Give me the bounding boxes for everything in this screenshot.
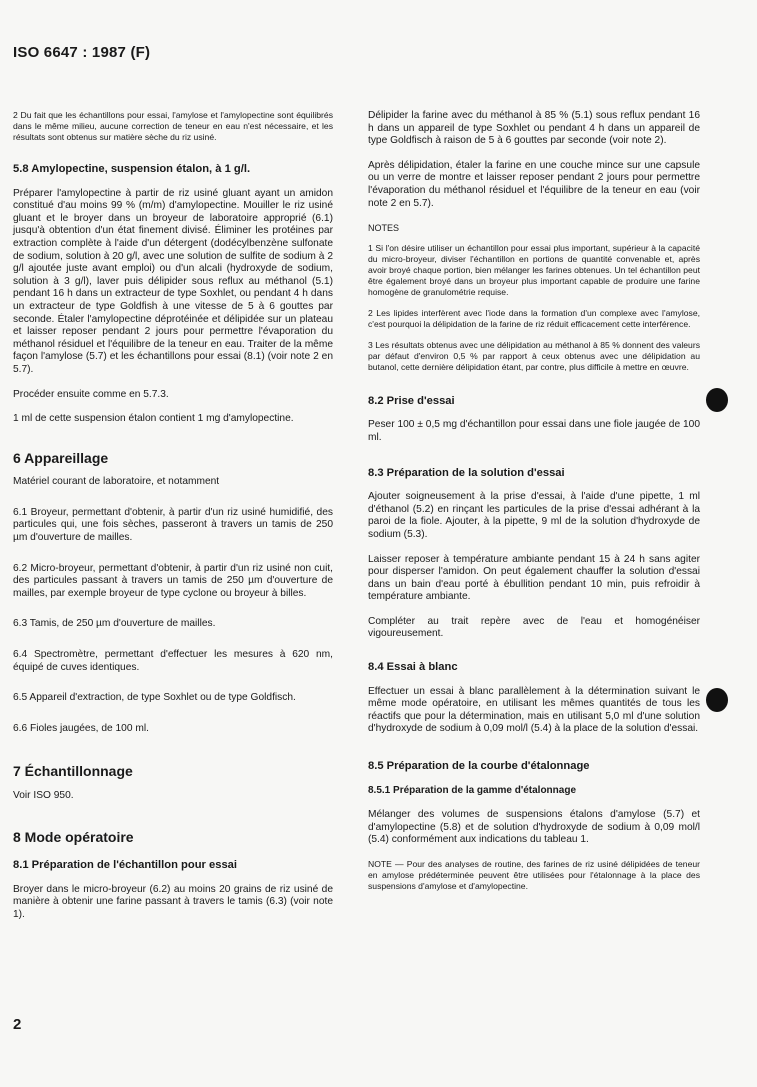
section-5-8-title: 5.8 Amylopectine, suspension étalon, à 1 g/l. xyxy=(13,163,251,175)
section-5-8-paragraph: Préparer l'amylopectine à partir de riz usiné gluant ayant un amidon constitué d'au moins 99 % (m/m) d'amylopectine. Mouiller le riz usiné gluant et le broyer dans un broyeur de laboratoire approprié (6.1) jusqu'à obtention d'un état finement divisé. Éliminer les protéines par extraction complète à l'aide d'un détergent (dodécylbenzène sulfonate de sodium, solution à 20 g/l, avec une solution de sulfite de sodium à 2 g/l ajoutée juste avant emploi) ou d'un alcali (hydroxyde de sodium, solution à 3 g/l), laver puis délipider sous reflux au méthanol (5.1) pendant 16 h dans un extracteur de type Soxhlet, ou pendant 4 h dans un extracteur de type Goldfish à une vitesse de 5 à 6 gouttes par seconde. Étaler l'amylopectine déprotéinée et délipidée sur un plateau et laisser reposer pendant 2 jours pour permettre l'évaporation du méthanol résiduel et l'équilibre de la teneur en eau. Traiter de la même façon l'amylose (5.7) et les échantillons pour essai (8.1) (voir note 2 en 5.7). xyxy=(13,187,333,375)
section-8-2-text: Peser 100 ± 0,5 mg d'échantillon pour essai dans une fiole jaugée de 100 ml. xyxy=(368,419,700,443)
document-header: ISO 6647 : 1987 (F) xyxy=(13,44,151,61)
note-1: 1 Si l'on désire utiliser un échantillon pour essai plus important, supérieur à la capacité du micro-broyeur, diviser l'échantillon en portions de quantité convenable et, après avoir broyé chaque portion, bien mélanger les farines obtenues. Un tel échantillon peut être également broyé dans un broyeur plus important capable de produire une farine homogène de granulométrie requise. xyxy=(368,242,700,297)
item-6-3: 6.3 Tamis, de 250 µm d'ouverture de mailles. xyxy=(13,618,216,630)
section-8-4-title: 8.4 Essai à blanc xyxy=(368,661,458,674)
delipidation-paragraph: Après délipidation, étaler la farine en une couche mince sur une capsule ou un verre de montre et laisser reposer pendant 2 jours pour permettre l'évaporation du méthanol résiduel et l'équilibre de la teneur en eau (voir note 2 en 5.7). xyxy=(368,159,700,209)
section-8-5-1-text: Mélanger des volumes de suspensions étalons d'amylose (5.7) et d'amylopectine (5.8) et de solution d'hydroxyde de sodium à 0,09 mol/l (5.4) conformément aux indications du tableau 1. xyxy=(368,809,700,846)
section-8-5-1-title: 8.5.1 Préparation de la gamme d'étalonnage xyxy=(368,784,577,796)
section-8-1-text: Broyer dans le micro-broyeur (6.2) au moins 20 grains de riz usiné de manière à obtenir une farine passant à travers le tamis (6.3) (voir note 1). xyxy=(13,883,333,920)
section-8-2-title: 8.2 Prise d'essai xyxy=(368,394,455,407)
section-8-3-paragraph: Ajouter soigneusement à la prise d'essai, à l'aide d'une pipette, 1 ml d'éthanol (5.2) en rinçant les particules de la prise d'essai adhérant à la paroi de la fiole. Ajouter, à la pipette, 9 ml de la solution d'hydroxyde de sodium (5.3). xyxy=(368,491,700,540)
routine-note: NOTE — Pour des analyses de routine, des farines de riz usiné délipidées de teneur en amylose prédéterminée peuvent être utilisées pour l'étalonnage à la place des suspensions d'amylose et d'amylopectine. xyxy=(368,859,700,891)
section-5-8-paragraph: 1 ml de cette suspension étalon contient 1 mg d'amylopectine. xyxy=(13,413,294,425)
page-number: 2 xyxy=(13,1016,22,1033)
left-column xyxy=(13,110,333,934)
item-6-4: 6.4 Spectromètre, permettant d'effectuer les mesures à 620 nm, équipé de cuves identiques. xyxy=(13,649,333,673)
section-6-intro: Matériel courant de laboratoire, et notamment xyxy=(13,476,220,488)
section-8-3-paragraph: Compléter au trait repère avec de l'eau et homogénéiser vigoureusement. xyxy=(368,615,700,640)
note-3: 3 Les résultats obtenus avec une délipidation au méthanol à 85 % donnent des valeurs par défaut d'environ 0,5 % par rapport à ceux obtenus avec une délipidation au butanol, cette dernière délipidation étant, par contre, plus difficile à mettre en œuvre. xyxy=(368,339,700,372)
section-8-3-paragraph: Laisser reposer à température ambiante pendant 15 à 24 h sans agiter pour disperser l'amidon. On peut également chauffer la solution d'essai dans un bain d'eau porté à ébullition pendant 10 min, puis refroidir à température ambiante. xyxy=(368,553,700,603)
item-6-2: 6.2 Micro-broyeur, permettant d'obtenir, à partir d'un riz usiné non cuit, des particules passant à travers un tamis de 250 µm d'ouverture de mailles, par exemple broyeur de type cyclone ou broyeur à billes. xyxy=(13,562,333,599)
binding-hole-mark xyxy=(706,688,728,712)
item-6-5: 6.5 Appareil d'extraction, de type Soxhlet ou de type Goldfisch. xyxy=(13,692,296,704)
section-8-5-title: 8.5 Préparation de la courbe d'étalonnage xyxy=(368,760,590,773)
right-column xyxy=(368,110,700,902)
section-5-8-paragraph: Procéder ensuite comme en 5.7.3. xyxy=(13,388,169,400)
section-6-title: 6 Appareillage xyxy=(13,449,109,466)
delipidation-paragraph: Délipider la farine avec du méthanol à 85 % (5.1) sous reflux pendant 16 h dans un appareil de type Soxhlet ou pendant 4 h dans un appareil de type Goldfisch à raison de 5 à 6 gouttes par seconde (voir note 2). xyxy=(368,110,700,147)
section-8-4-text: Effectuer un essai à blanc parallèlement à la détermination suivant le même mode opératoire, en utilisant les mêmes quantités de tous les réactifs que pour la détermination, mais en utilisant 5,0 ml d'une solution d'hydroxyde de sodium à 0,09 mol/l (5.4) à la place de la solution d'essai. xyxy=(368,685,700,735)
item-6-1: 6.1 Broyeur, permettant d'obtenir, à partir d'un riz usiné humidifié, des particules qui, une fois sèches, passeront à travers un tamis de 250 µm d'ouverture de mailles. xyxy=(13,506,333,544)
note-2: 2 Du fait que les échantillons pour essai, l'amylose et l'amylopectine sont équilibrés dans le même milieu, aucune correction de teneur en eau n'est nécessaire, et les résultats sont obtenus sur matière sèche du riz usiné. xyxy=(13,110,333,142)
section-8-title: 8 Mode opératoire xyxy=(13,828,134,845)
section-8-3-title: 8.3 Préparation de la solution d'essai xyxy=(368,466,565,479)
section-7-text: Voir ISO 950. xyxy=(13,790,74,801)
item-6-6: 6.6 Fioles jaugées, de 100 ml. xyxy=(13,722,149,734)
section-7-title: 7 Échantillonnage xyxy=(13,763,133,780)
note-2: 2 Les lipides interfèrent avec l'iode dans la formation d'un complexe avec l'amylose, c'est pourquoi la délipidation de la farine de riz réduit efficacement cette interférence. xyxy=(368,307,700,329)
notes-heading: NOTES xyxy=(368,223,400,234)
section-8-1-title: 8.1 Préparation de l'échantillon pour essai xyxy=(13,859,237,872)
binding-hole-mark xyxy=(706,388,728,412)
